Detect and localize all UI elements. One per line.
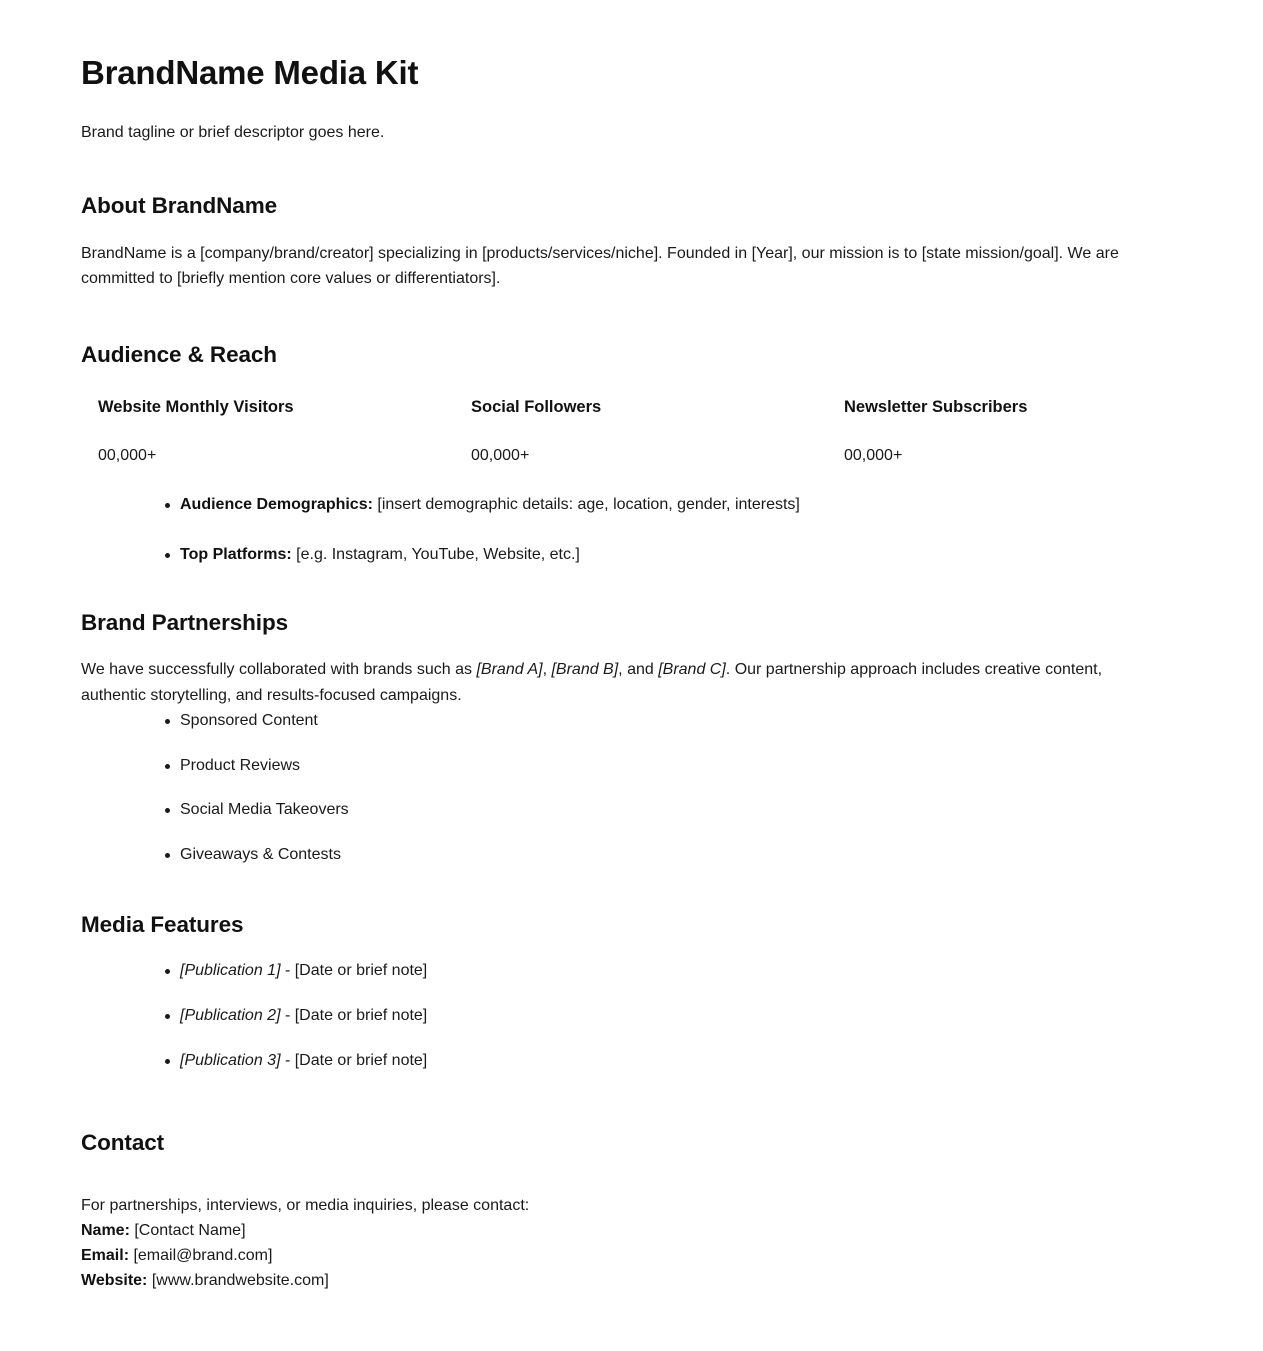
list-item: Sponsored Content <box>162 709 1182 734</box>
partnerships-sep-2: , and <box>618 660 659 678</box>
publication-name: [Publication 1] <box>180 962 281 980</box>
contact-email-line <box>81 1243 1182 1268</box>
list-item <box>162 1049 1182 1074</box>
contact-website-value: [www.brandwebsite.com] <box>147 1272 329 1290</box>
list-item <box>162 959 1182 984</box>
list-item: Product Reviews <box>162 754 1182 779</box>
contact-website-label: Website: <box>81 1272 148 1290</box>
stat-social-followers <box>471 396 844 467</box>
page-title: BrandName Media Kit <box>81 54 419 91</box>
stat-value: 00,000+ <box>471 446 530 464</box>
contact-name-label: Name: <box>81 1221 130 1239</box>
list-item: Giveaways & Contests <box>162 843 1182 868</box>
partnerships-sep-1: , <box>542 660 552 678</box>
publication-name: [Publication 2] <box>180 1006 281 1024</box>
stat-website-monthly-visitors <box>98 396 471 467</box>
stat-label: Website Monthly Visitors <box>98 397 294 416</box>
contact-details-block <box>81 1193 1182 1293</box>
partnerships-intro-after: . Our partnership approach includes creative content, authentic storytelling, and results-focused campaigns. <box>81 660 1103 704</box>
detail-text: [insert demographic details: age, location, gender, interests] <box>372 496 800 514</box>
contact-intro: For partnerships, interviews, or media inquiries, please contact: <box>81 1196 530 1214</box>
contact-website-line <box>81 1268 1182 1293</box>
brand-a: [Brand A] <box>476 660 543 678</box>
stat-value: 00,000+ <box>844 446 903 464</box>
section-brand-partnerships <box>81 608 1182 868</box>
contact-email-label: Email: <box>81 1247 130 1264</box>
partnerships-intro-before: We have successfully collaborated with brands such as <box>81 660 477 678</box>
contact-name-value: [Contact Name] <box>129 1221 246 1239</box>
contact-email-value: [email@brand.com] <box>129 1247 273 1264</box>
section-contact <box>81 1128 1182 1294</box>
media-features-heading: Media Features <box>81 911 244 937</box>
media-features-list <box>81 959 1182 1073</box>
section-media-features <box>81 910 1182 1074</box>
brand-c: [Brand C] <box>658 660 726 678</box>
publication-name: [Publication 3] <box>180 1051 281 1069</box>
brand-tagline: Brand tagline or brief descriptor goes here. <box>81 124 385 142</box>
publication-note: - [Date or brief note] <box>280 1051 428 1069</box>
about-heading: About BrandName <box>81 193 278 219</box>
section-audience-reach <box>81 340 1182 567</box>
partnerships-paragraph <box>81 657 1163 709</box>
audience-stats-row <box>81 396 1182 467</box>
publication-note: - [Date or brief note] <box>280 962 428 980</box>
brand-b: [Brand B] <box>551 660 619 678</box>
list-item <box>162 543 1182 568</box>
list-item <box>162 1004 1182 1029</box>
stat-value: 00,000+ <box>98 446 157 464</box>
stat-label: Newsletter Subscribers <box>844 397 1028 416</box>
publication-note: - [Date or brief note] <box>280 1006 428 1024</box>
section-about <box>81 191 1182 292</box>
partnership-offerings-list <box>81 709 1182 868</box>
detail-label: Audience Demographics: <box>180 496 373 514</box>
partnerships-heading: Brand Partnerships <box>81 609 289 635</box>
about-paragraph: BrandName is a [company/brand/creator] specializing in [products/services/niche]. Founded in [Year], our mission is to [state mission/goal]. We are committed to [briefly mention core values or differentiators]. <box>81 244 1119 288</box>
contact-heading: Contact <box>81 1129 165 1155</box>
audience-details-list <box>81 493 1182 568</box>
contact-name-line <box>81 1218 1182 1243</box>
stat-label: Social Followers <box>471 397 602 416</box>
list-item <box>162 493 1182 518</box>
detail-text: [e.g. Instagram, YouTube, Website, etc.] <box>291 545 580 563</box>
detail-label: Top Platforms: <box>180 545 292 563</box>
stat-newsletter-subscribers <box>844 396 1217 467</box>
list-item: Social Media Takeovers <box>162 798 1182 823</box>
audience-heading: Audience & Reach <box>81 342 277 368</box>
